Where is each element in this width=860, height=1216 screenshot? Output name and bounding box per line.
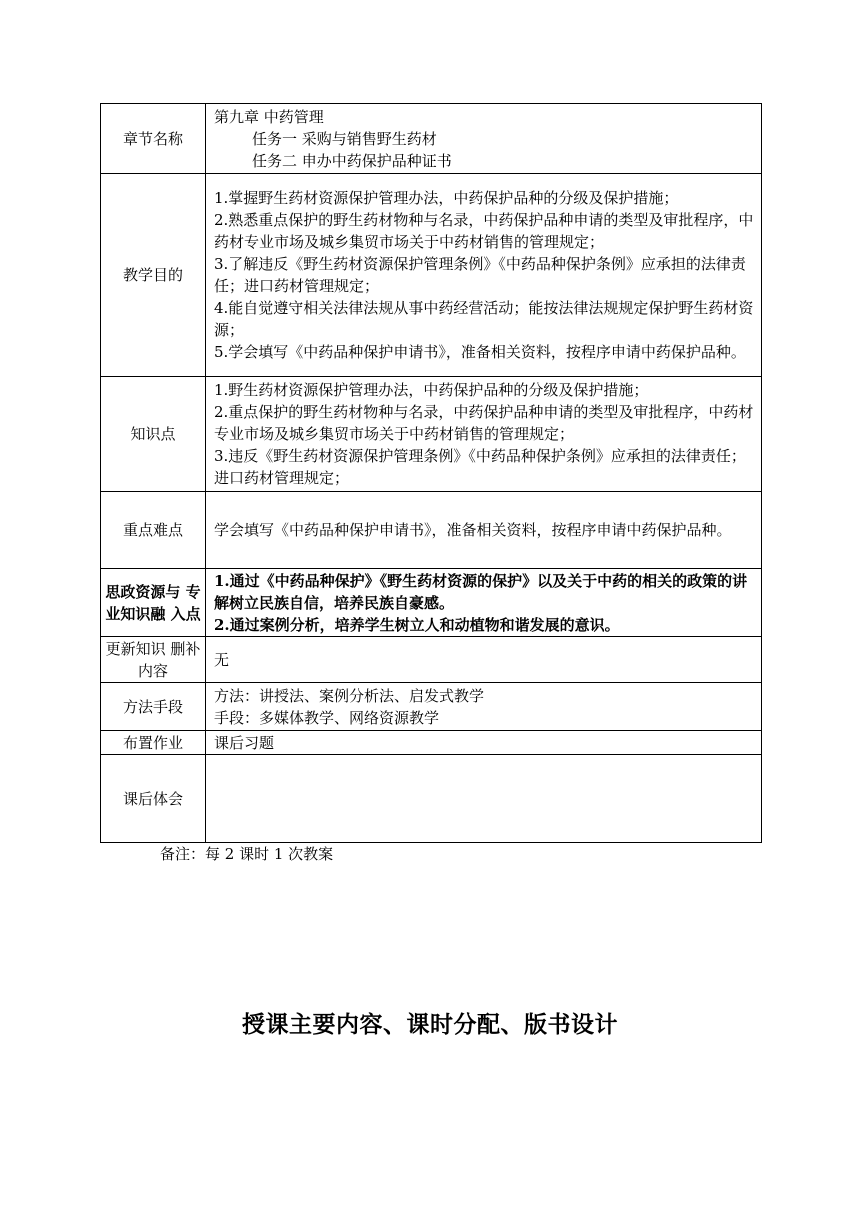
- updates-row: [101, 637, 762, 683]
- homework-row: [101, 731, 762, 755]
- reflection-row: [101, 755, 762, 843]
- section-heading: 授课主要内容、课时分配、版书设计: [242, 1011, 618, 1038]
- key-points-content: 学会填写《中药品种保护申请书》，准备相关资料，按程序申请中药保护品种。: [206, 492, 762, 569]
- chapter-content: [206, 104, 762, 174]
- ideology-item: 2.通过案例分析，培养学生树立人和动植物和谐发展的意识。: [214, 615, 620, 634]
- method-line: 方法：讲授法、案例分析法、启发式教学: [214, 686, 485, 705]
- ideology-row: [101, 569, 762, 637]
- reflection-content: [206, 755, 762, 843]
- methods-content: [206, 683, 762, 731]
- knowledge-item: 2.重点保护的野生药材物种与名录，中药保护品种申请的类型及审批程序，中药材专业市场及城乡集贸市场关于中药材销售的管理规定；: [214, 403, 754, 443]
- knowledge-row: [101, 377, 762, 492]
- chapter-title: 第九章 中药管理: [214, 107, 324, 126]
- objective-item: 2.熟悉重点保护的野生药材物种与名录，中药保护品种申请的类型及审批程序，中药材专业市场及城乡集贸市场关于中药材销售的管理规定；: [214, 211, 754, 251]
- reflection-label: 课后体会: [101, 755, 206, 843]
- lesson-plan-table: [100, 103, 762, 843]
- knowledge-item: 1.野生药材资源保护管理办法，中药保护品种的分级及保护措施；: [214, 381, 649, 399]
- knowledge-item: 3.违反《野生药材资源保护管理条例》《中药品种保护条例》应承担的法律责任；进口药材管理规定；: [214, 447, 746, 487]
- knowledge-content: [206, 377, 762, 492]
- updates-content: 无: [206, 637, 762, 683]
- means-line: 手段：多媒体教学、网络资源教学: [214, 708, 440, 727]
- objective-item: 1.掌握野生药材资源保护管理办法，中药保护品种的分级及保护措施；: [214, 189, 679, 207]
- chapter-label: 章节名称: [101, 104, 206, 174]
- objectives-content: [206, 174, 762, 377]
- homework-content: 课后习题: [206, 731, 762, 755]
- objective-item: 3.了解违反《野生药材资源保护管理条例》《中药品种保护条例》应承担的法律责任；进口药材管理规定；: [214, 255, 746, 295]
- chapter-row: [101, 104, 762, 174]
- task-two: 任务二 申办中药保护品种证书: [252, 151, 452, 170]
- task-one: 任务一 采购与销售野生药材: [252, 129, 437, 148]
- objective-item: 4.能自觉遵守相关法律法规从事中药经营活动；能按法律法规规定保护野生药材资源；: [214, 299, 754, 339]
- ideology-item: 1.通过《中药品种保护》《野生药材资源的保护》以及关于中药的相关的政策的讲解树立民族自信，培养民族自豪感。: [214, 571, 748, 612]
- methods-label: 方法手段: [101, 683, 206, 731]
- objective-item: 5.学会填写《中药品种保护申请书》，准备相关资料，按程序申请中药保护品种。: [214, 343, 746, 361]
- ideology-label: 思政资源与 专业知识融 入点: [101, 569, 206, 637]
- ideology-content: [206, 569, 762, 637]
- knowledge-label: 知识点: [101, 377, 206, 492]
- methods-row: [101, 683, 762, 731]
- footnote: 备注：每 2 课时 1 次教案: [160, 845, 334, 863]
- key-points-label: 重点难点: [101, 492, 206, 569]
- key-points-row: [101, 492, 762, 569]
- objectives-label: 教学目的: [101, 174, 206, 377]
- homework-label: 布置作业: [101, 731, 206, 755]
- updates-label: 更新知识 删补内容: [101, 637, 206, 683]
- objectives-row: [101, 174, 762, 377]
